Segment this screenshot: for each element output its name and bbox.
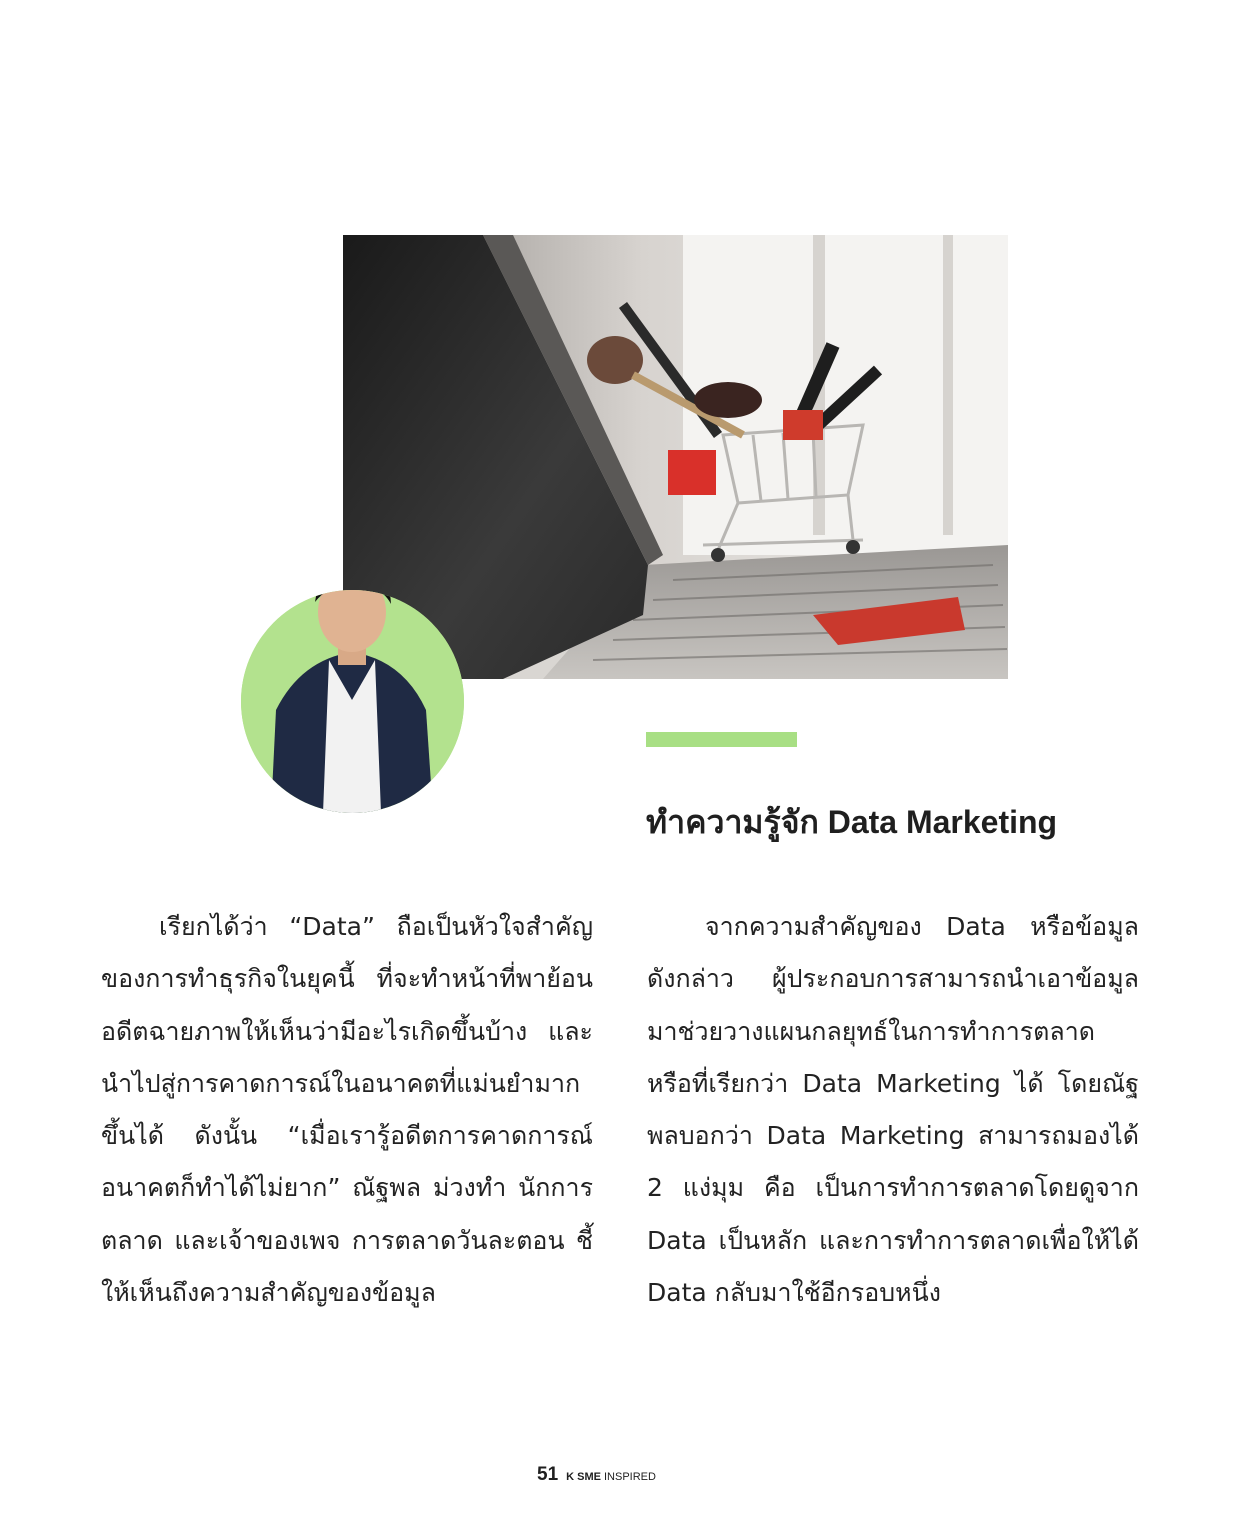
author-portrait [241, 590, 464, 813]
hero-photo-laptop-shopping-cart [343, 235, 1008, 679]
section-heading: ทำความรู้จัก Data Marketing [646, 804, 1058, 840]
page-footer [537, 1464, 656, 1486]
accent-bar [646, 732, 797, 747]
body-paragraph-left: เรียกได้ว่า “Data” ถือเป็นหัวใจสำคัญของการทำธุรกิจในยุคนี้ ที่จะทำหน้าที่พาย้อนอดีตฉายภาพให้เห็นว่ามีอะไรเกิดขึ้นบ้าง และนำไปสู่การคาดการณ์ในอนาคตที่แม่นยำมากขึ้นได้ ดังนั้น “เมื่อเรารู้อดีตการคาดการณ์อนาคตก็ทำได้ไม่ยาก” ณัฐพล ม่วงทำ นักการตลาด และเจ้าของเพจ การตลาดวันละตอน ชี้ให้เห็นถึงความสำคัญของข้อมูล [101, 912, 593, 1308]
page-number: 51 [537, 1464, 559, 1485]
footer-publication: INSPIRED [603, 1471, 656, 1483]
body-paragraph-right: จากความสำคัญของ Data หรือข้อมูล ดังกล่าว ผู้ประกอบการสามารถนำเอาข้อมูลมาช่วยวางแผนกลยุทธ์ในการทำการตลาด หรือที่เรียกว่า Data Marketing ได้ โดยณัฐพลบอกว่า Data Marketing สามารถมองได้ 2 แง่มุม คือ เป็นการทำการตลาดโดยดูจาก Data เป็นหลัก และการทำการตลาดเพื่อให้ได้ Data กลับมาใช้อีกรอบหนึ่ง [647, 912, 1139, 1308]
footer-brand: K SME [566, 1471, 601, 1483]
